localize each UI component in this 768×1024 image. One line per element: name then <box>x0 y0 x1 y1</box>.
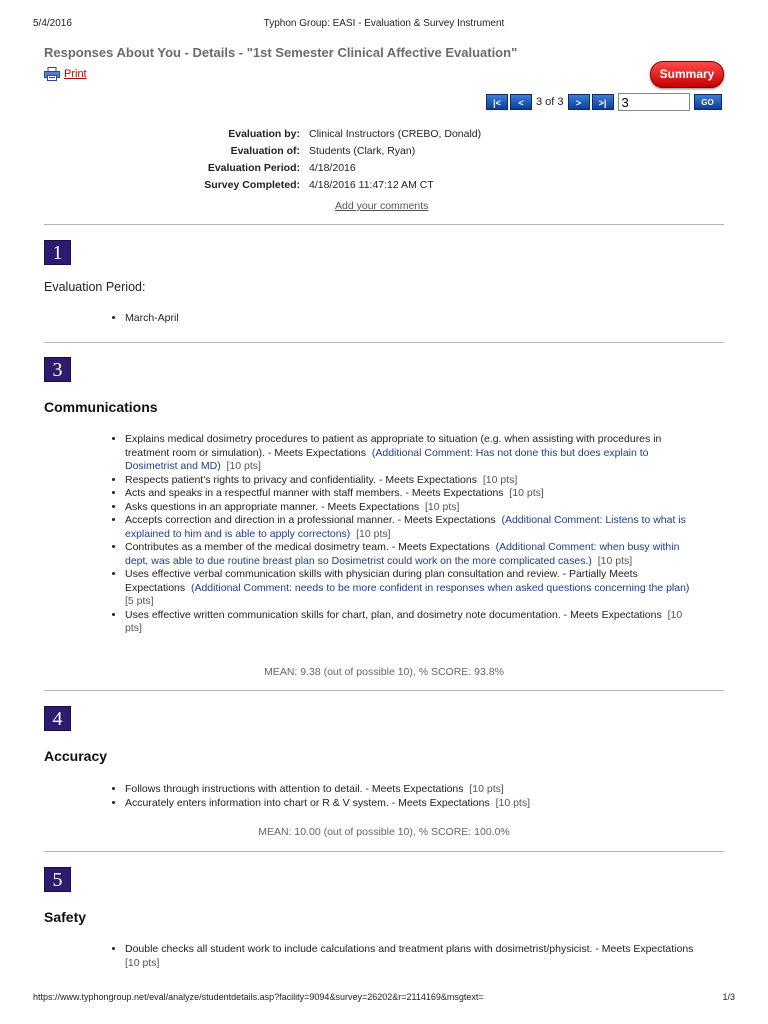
item-points: [10 pts] <box>469 783 504 795</box>
add-comments-link[interactable]: Add your comments <box>335 200 429 212</box>
info-label: Survey Completed: <box>204 179 300 191</box>
item-points: [10 pts] <box>597 554 633 567</box>
list-item <box>125 433 700 474</box>
section-title: Safety <box>44 909 87 925</box>
info-label: Evaluation of: <box>230 145 300 157</box>
print-url: https://www.typhongroup.net/eval/analyze/studentdetails.asp?facility=9094&survey=26202&r=2114169&msgtext= <box>33 992 484 1002</box>
summary-button[interactable]: Summary <box>650 61 724 88</box>
item-points: [10 pts] <box>482 473 518 486</box>
item-text: Respects patient's rights to privacy and confidentiality. - Meets Expectations <box>125 473 477 486</box>
section-title: Evaluation Period: <box>44 280 146 294</box>
info-value: Students (Clark, Ryan) <box>309 145 416 157</box>
list-item <box>125 487 700 501</box>
item-comment: (Additional Comment: when busy within dept, was able to due routine breast plan so Dosimetrist could work on the more complicated cases.) <box>125 541 680 567</box>
info-row <box>180 179 481 196</box>
list-item <box>125 783 700 797</box>
divider <box>44 851 724 852</box>
item-points: [10 pts] <box>509 487 544 499</box>
info-value: Clinical Instructors (CREBO, Donald) <box>309 128 482 140</box>
info-row <box>180 128 481 145</box>
list-item <box>125 943 700 970</box>
item-points: [10 pts] <box>125 956 160 969</box>
info-value: 4/18/2016 11:47:12 AM CT <box>309 179 434 191</box>
print-page-number: 1/3 <box>722 992 735 1002</box>
item-text: Uses effective written communication skills for chart, plan, and dosimetry note documentation. - Meets Expectations <box>125 608 662 621</box>
item-list <box>110 312 700 326</box>
item-points: [5 pts] <box>125 595 154 607</box>
item-points: [10 pts] <box>125 608 683 634</box>
print-link-group[interactable] <box>44 67 87 81</box>
pager <box>486 93 722 111</box>
item-points: [10 pts] <box>226 460 261 472</box>
print-link[interactable]: Print <box>64 68 87 80</box>
info-row <box>180 145 481 162</box>
item-text: Explains medical dosimetry procedures to patient as appropriate to situation (e.g. when assisting with procedures in treatment room or simulation). - Meets Expectations <box>125 433 662 459</box>
item-text: Double checks all student work to include calculations and treatment plans with dosimetrist/physicist. - Meets Expectations <box>125 943 694 955</box>
print-doc-title: Typhon Group: EASI - Evaluation & Survey Instrument <box>263 18 505 29</box>
first-page-icon[interactable]: |< <box>486 94 508 110</box>
item-comment: (Additional Comment: needs to be more confident in responses when asked questions concerning the plan) <box>190 581 690 594</box>
next-page-icon[interactable]: > <box>568 94 590 110</box>
info-row <box>180 162 481 179</box>
info-label: Evaluation by: <box>228 128 300 140</box>
item-text: Accurately enters information into chart or R & V system. - Meets Expectations <box>125 796 490 809</box>
item-text: Acts and speaks in a respectful manner with staff members. - Meets Expectations <box>125 487 504 499</box>
item-list <box>110 783 700 810</box>
item-comment: (Additional Comment: Has not done this but does explain to Dosimetrist and MD) <box>125 446 649 472</box>
info-label: Evaluation Period: <box>207 162 300 174</box>
list-item <box>125 514 700 541</box>
item-text: Asks questions in an appropriate manner. - Meets Expectations <box>125 500 420 513</box>
section-mean-score: MEAN: 9.38 (out of possible 10), % SCORE: 93.8% <box>264 666 504 678</box>
section-number-badge: 1 <box>44 240 71 265</box>
list-item <box>125 501 700 515</box>
evaluation-info <box>180 128 481 196</box>
page-number-input[interactable] <box>618 93 690 111</box>
list-item <box>125 797 700 811</box>
section-number-badge: 3 <box>44 357 71 382</box>
section-number-badge: 5 <box>44 867 71 892</box>
item-list <box>110 943 700 970</box>
item-list <box>110 433 700 636</box>
page-title: Responses About You - Details - "1st Semester Clinical Affective Evaluation" <box>44 45 518 60</box>
list-item <box>125 568 700 609</box>
item-text: Accepts correction and direction in a professional manner. - Meets Expectations <box>125 514 496 526</box>
item-comment: (Additional Comment: Listens to what is explained to him and is able to apply correctons) <box>125 514 686 540</box>
item-points: [10 pts] <box>495 796 531 809</box>
list-item <box>125 541 700 568</box>
list-item <box>125 609 700 636</box>
go-button[interactable]: GO <box>694 94 722 110</box>
divider <box>44 224 724 225</box>
item-text: Uses effective verbal communication skills with physician during plan consultation and review. - Partially Meets Expectations <box>125 568 638 594</box>
divider <box>44 690 724 691</box>
prev-page-icon[interactable]: < <box>510 94 532 110</box>
item-points: [10 pts] <box>356 527 391 540</box>
section-mean-score: MEAN: 10.00 (out of possible 10), % SCORE: 100.0% <box>258 826 510 838</box>
section-title: Accuracy <box>44 748 108 764</box>
section-title: Communications <box>44 399 158 415</box>
info-value: 4/18/2016 <box>309 162 356 174</box>
divider <box>44 342 724 343</box>
list-item <box>125 312 700 326</box>
item-points: [10 pts] <box>425 500 460 513</box>
item-text: March-April <box>125 312 179 324</box>
item-text: Contributes as a member of the medical dosimetry team. - Meets Expectations <box>125 541 490 553</box>
list-item <box>125 474 700 488</box>
print-date: 5/4/2016 <box>33 18 72 29</box>
page-position: 3 of 3 <box>536 96 564 108</box>
last-page-icon[interactable]: >| <box>592 94 614 110</box>
item-text: Follows through instructions with attention to detail. - Meets Expectations <box>125 783 464 795</box>
printer-icon[interactable] <box>44 67 60 81</box>
section-number-badge: 4 <box>44 706 71 731</box>
